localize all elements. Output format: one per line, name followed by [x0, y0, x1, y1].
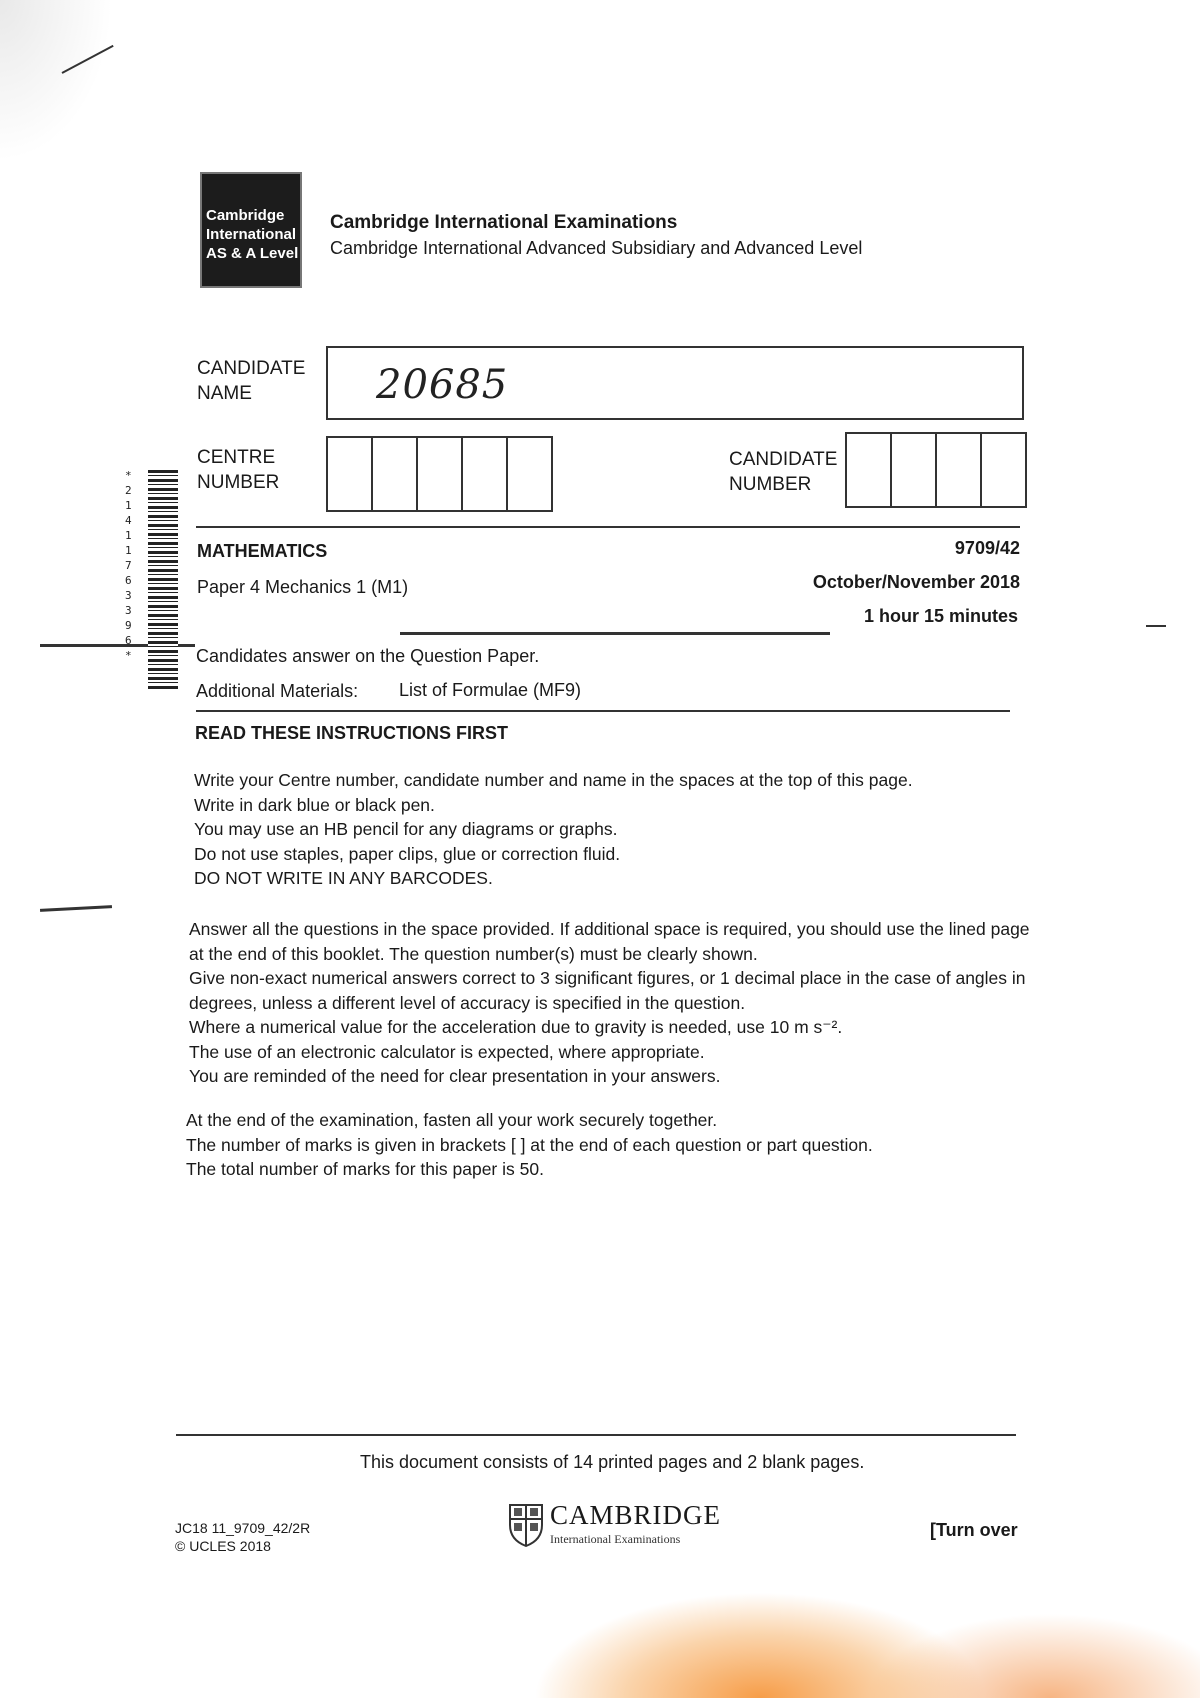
additional-materials-value: List of Formulae (MF9) [399, 680, 582, 700]
label-line: NUMBER [197, 472, 280, 493]
centre-number-label [197, 445, 279, 495]
instruction-line: DO NOT WRITE IN ANY BARCODES. [194, 868, 493, 888]
instruction-line: At the end of the examination, fasten all your work securely together. [186, 1110, 718, 1130]
instruction-line: You may use an HB pencil for any diagrams or graphs. [194, 819, 618, 839]
instruction-line: The number of marks is given in brackets [ ] at the end of each question or part question. [186, 1134, 873, 1155]
divider [196, 526, 1020, 528]
org-subtitle: Cambridge International Advanced Subsidiary and Advanced Level [330, 238, 863, 258]
scan-mark [62, 45, 114, 74]
instruction-line: Where a numerical value for the acceleration due to gravity is needed, use 10 m s⁻². [189, 1017, 843, 1037]
logo-line: AS & A Level [206, 245, 299, 262]
centre-number-boxes[interactable] [326, 436, 553, 512]
instructions-heading: READ THESE INSTRUCTIONS FIRST [195, 723, 509, 743]
candidate-name-label [197, 356, 305, 406]
cambridge-brand-name: CAMBRIDGE [550, 1500, 722, 1530]
digit-box[interactable] [847, 434, 892, 506]
instruction-line: degrees, unless a different level of accuracy is specified in the question. [189, 992, 746, 1013]
instruction-line: The total number of marks for this paper is 50. [186, 1159, 544, 1179]
copyright: © UCLES 2018 [175, 1538, 271, 1554]
instruction-line: The use of an electronic calculator is expected, where appropriate. [189, 1041, 705, 1062]
digit-box[interactable] [937, 434, 982, 506]
digit-box[interactable] [373, 438, 418, 510]
digit-box[interactable] [418, 438, 463, 510]
candidate-number-label [729, 447, 837, 497]
instruction-line: Give non-exact numerical answers correct to 3 significant figures, or 1 decimal place in the case of angles in [189, 968, 1026, 988]
instruction-line: You are reminded of the need for clear presentation in your answers. [189, 1066, 721, 1086]
additional-materials-label: Additional Materials: [196, 681, 359, 701]
instructions-block-3 [186, 1108, 873, 1182]
label-line: NAME [197, 383, 252, 404]
scan-mark [1146, 625, 1166, 627]
divider [196, 710, 1010, 712]
instruction-line: Do not use staples, paper clips, glue or correction fluid. [194, 843, 621, 864]
label-line: CANDIDATE [729, 449, 838, 470]
barcode-digits: * 2 1 4 1 1 7 6 3 3 9 6 * [125, 469, 132, 662]
paper-code: 9709/42 [954, 538, 1020, 558]
logo-line: International [206, 226, 297, 243]
label-line: CANDIDATE [197, 358, 306, 379]
instruction-line: Answer all the questions in the space provided. If additional space is required, you should use the lined page [189, 919, 1030, 939]
digit-box[interactable] [463, 438, 508, 510]
instruction-line: at the end of this booklet. The question number(s) must be clearly shown. [189, 943, 758, 964]
instruction-line: Write your Centre number, candidate number and name in the spaces at the top of this page. [194, 770, 913, 790]
exam-session: October/November 2018 [812, 572, 1020, 592]
cambridge-crest-icon [508, 1503, 544, 1547]
doc-code: JC18 11_9709_42/2R [175, 1520, 311, 1536]
barcode [148, 470, 178, 690]
label-line: CENTRE [197, 447, 276, 468]
candidate-number-boxes[interactable] [845, 432, 1027, 508]
digit-box[interactable] [508, 438, 551, 510]
subject: MATHEMATICS [197, 541, 328, 561]
turn-over-note: [Turn over [930, 1520, 1018, 1540]
answer-note: Candidates answer on the Question Paper. [196, 646, 540, 666]
paper-title: Paper 4 Mechanics 1 (M1) [197, 577, 409, 597]
instructions-block-2 [189, 917, 1030, 1089]
divider [400, 632, 830, 635]
label-line: NUMBER [729, 474, 812, 495]
scan-mark [40, 905, 112, 912]
cambridge-as-a-level-logo [200, 172, 302, 288]
candidate-name-handwritten: 20685 [376, 362, 509, 408]
digit-box[interactable] [892, 434, 937, 506]
logo-line: Cambridge [206, 207, 285, 224]
org-title: Cambridge International Examinations [330, 212, 678, 233]
divider [176, 1434, 1016, 1436]
page-count-note: This document consists of 14 printed pages and 2 blank pages. [360, 1452, 865, 1472]
digit-box[interactable] [982, 434, 1025, 506]
instructions-block-1 [194, 768, 913, 891]
exam-duration: 1 hour 15 minutes [863, 606, 1018, 626]
document-code [175, 1519, 310, 1555]
digit-box[interactable] [328, 438, 373, 510]
cambridge-brand-sub: International Examinations [550, 1532, 681, 1546]
instruction-line: Write in dark blue or black pen. [194, 794, 435, 815]
